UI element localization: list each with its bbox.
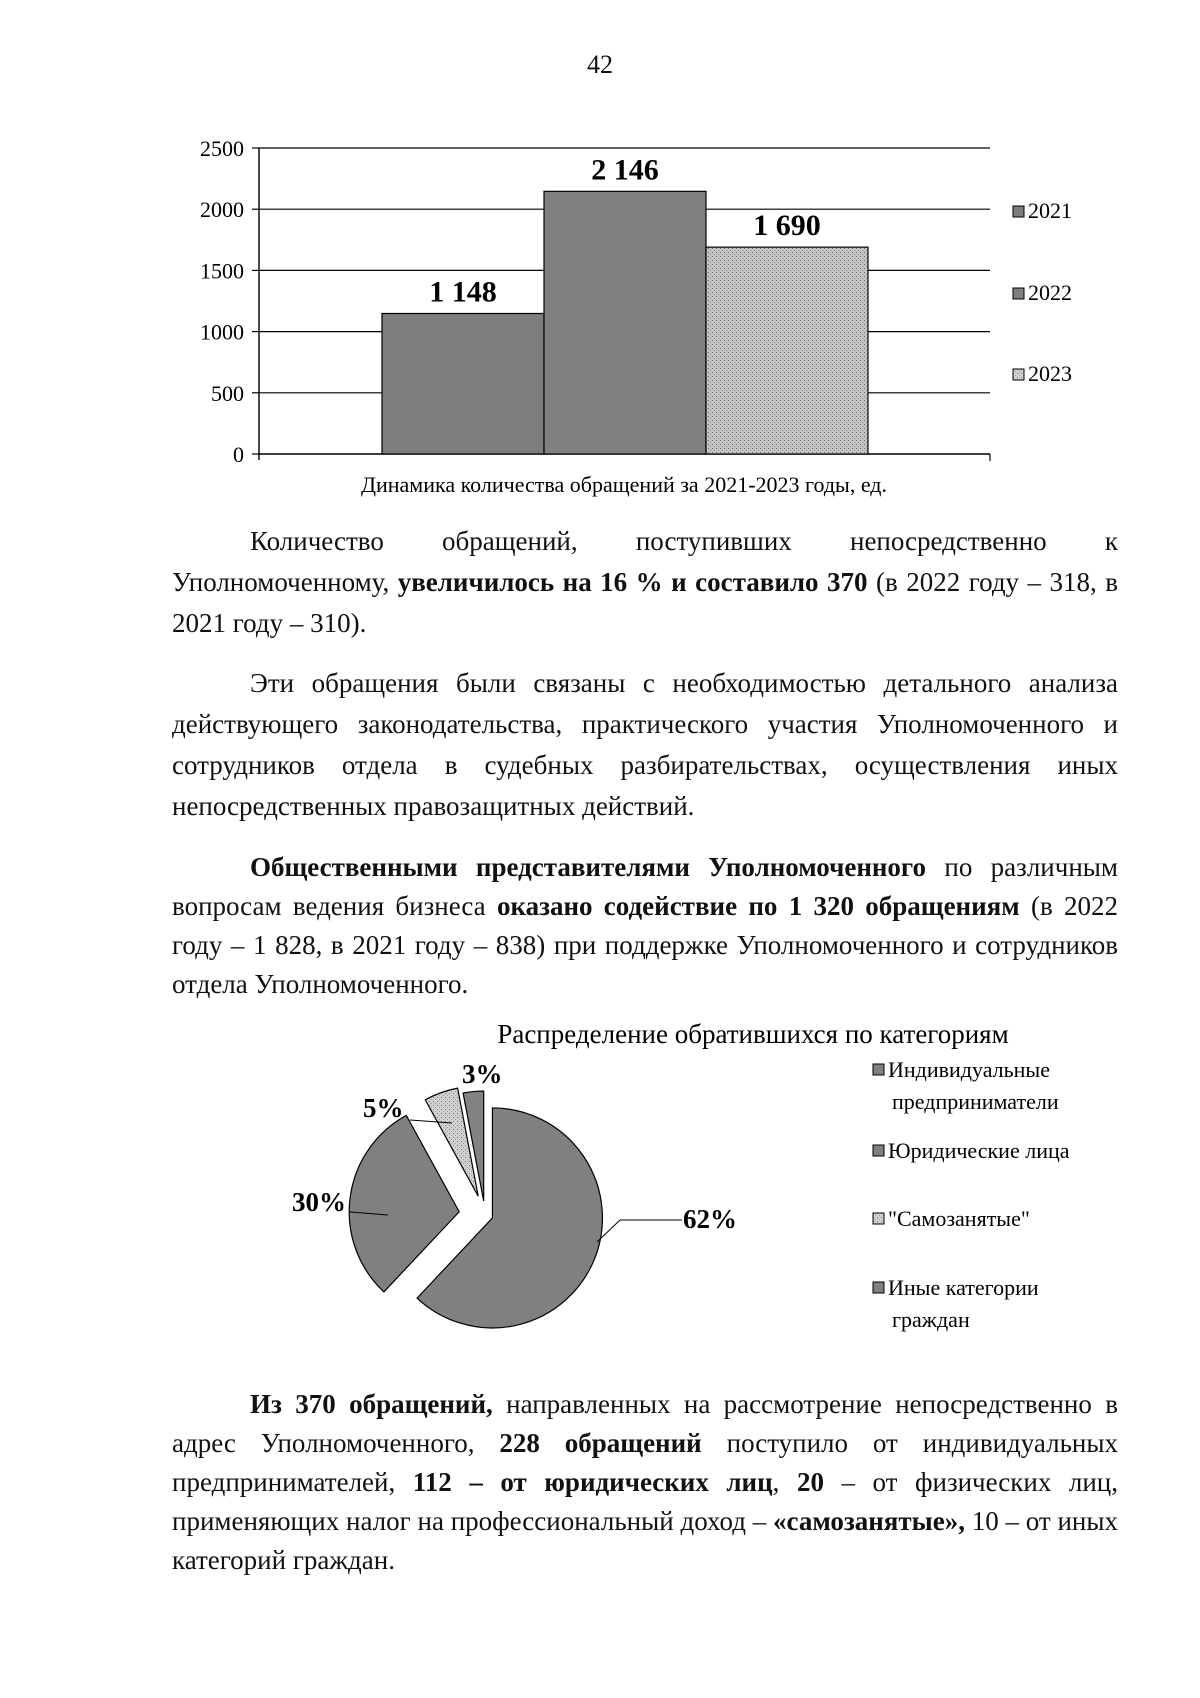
legend-swatch-2022 — [1013, 288, 1024, 299]
bar-chart-title: Динамика количества обращений за 2021-2023 годы, ед. — [360, 472, 888, 497]
legend-label: Индивидуальные — [888, 1057, 1050, 1082]
p3-text-2: (в 2022 году – 1 828, в 2021 году – 838) при поддержке Уполномоченного и сотрудников отдела Уполномоченного. — [172, 891, 1118, 999]
p4-text-5: 10 – от иных категорий граждан. — [172, 1506, 1118, 1575]
bar-value-label: 1 148 — [429, 275, 497, 309]
bar-2023 — [706, 247, 868, 454]
legend-swatch-2021 — [1013, 206, 1024, 217]
bar-value-label: 2 146 — [591, 153, 659, 187]
bar-2022 — [544, 191, 706, 454]
pie-value-label: 62% — [683, 1204, 737, 1234]
p4-bold-3: 112 – от юридических лиц — [412, 1467, 773, 1497]
p4-bold-1: Из 370 обращений, — [250, 1389, 493, 1419]
legend-label: 2021 — [1028, 198, 1072, 223]
paragraph-1 — [172, 521, 1118, 644]
pie-value-label: 3% — [462, 1059, 503, 1089]
pie-chart — [292, 1019, 1070, 1332]
page-number: 42 — [587, 50, 613, 79]
y-tick-label: 500 — [211, 380, 244, 406]
legend-label: 2022 — [1028, 280, 1072, 305]
paragraph-3 — [172, 848, 1118, 1004]
p4-bold-2: 228 обращений — [499, 1428, 702, 1458]
p1-bold-1: увеличилось на 16 % и составило 370 — [397, 567, 868, 597]
legend-swatch-2023 — [1013, 369, 1024, 380]
legend-label: Юридические лица — [888, 1138, 1070, 1163]
p3-text-1: по различным вопросам ведения бизнеса — [172, 852, 1119, 921]
legend-swatch-4 — [873, 1282, 884, 1293]
y-tick-label: 0 — [233, 442, 244, 467]
legend-label: 2023 — [1028, 361, 1072, 386]
p4-text-1: направленных на рассмотрение непосредственно в адрес Уполномоченного, — [172, 1389, 1118, 1458]
pie-chart-title: Распределение обратившихся по категориям — [497, 1019, 1009, 1049]
p4-bold-5: «самозанятые», — [773, 1506, 965, 1536]
p4-text-2: поступило от индивидуальных предпринимателей, — [172, 1428, 1119, 1497]
legend-label: "Самозанятые" — [888, 1206, 1030, 1231]
y-tick-label: 2500 — [200, 136, 244, 161]
pie-value-label: 30% — [292, 1187, 346, 1217]
bar-2021 — [382, 313, 544, 454]
paragraph-4 — [172, 1385, 1118, 1580]
y-tick-label: 2000 — [200, 197, 244, 223]
p1-text-1: Количество обращений, поступивших непосредственно к Уполномоченному, — [172, 526, 1118, 597]
y-tick-label: 1000 — [200, 319, 244, 345]
pie-value-label: 5% — [363, 1093, 404, 1123]
legend-label: граждан — [892, 1307, 970, 1332]
y-tick-label: 1500 — [200, 258, 244, 284]
leader-line — [597, 1220, 682, 1242]
legend-swatch-3 — [873, 1213, 884, 1224]
legend-label: предприниматели — [892, 1089, 1059, 1114]
p4-text-4: – от физических лиц, применяющих налог на профессиональный доход – — [172, 1467, 1118, 1536]
p2-text-1: Эти обращения были связаны с необходимостью детального анализа действующего законодательства, практического участия Уполномоченного и сотрудников отдела в судебных разбирательствах, осуществления иных непосредственных правозащитных действий. — [172, 668, 1118, 821]
p4-text-3: , — [772, 1467, 797, 1497]
bar-value-label: 1 690 — [753, 209, 821, 243]
pie-slice-2 — [349, 1115, 459, 1292]
p4-bold-4: 20 — [796, 1467, 824, 1497]
legend-swatch-2 — [873, 1145, 884, 1156]
p3-bold-1: Общественными представителями Уполномоченного — [250, 852, 927, 882]
p3-bold-2: оказано содействие по 1 320 обращениям — [496, 891, 1020, 921]
legend-label: Иные категории — [888, 1275, 1039, 1300]
bar-chart — [200, 136, 1072, 497]
paragraph-2 — [172, 663, 1118, 827]
legend-swatch-1 — [873, 1064, 884, 1075]
p1-text-2: (в 2022 году – 318, в 2021 году – 310). — [172, 567, 1118, 638]
